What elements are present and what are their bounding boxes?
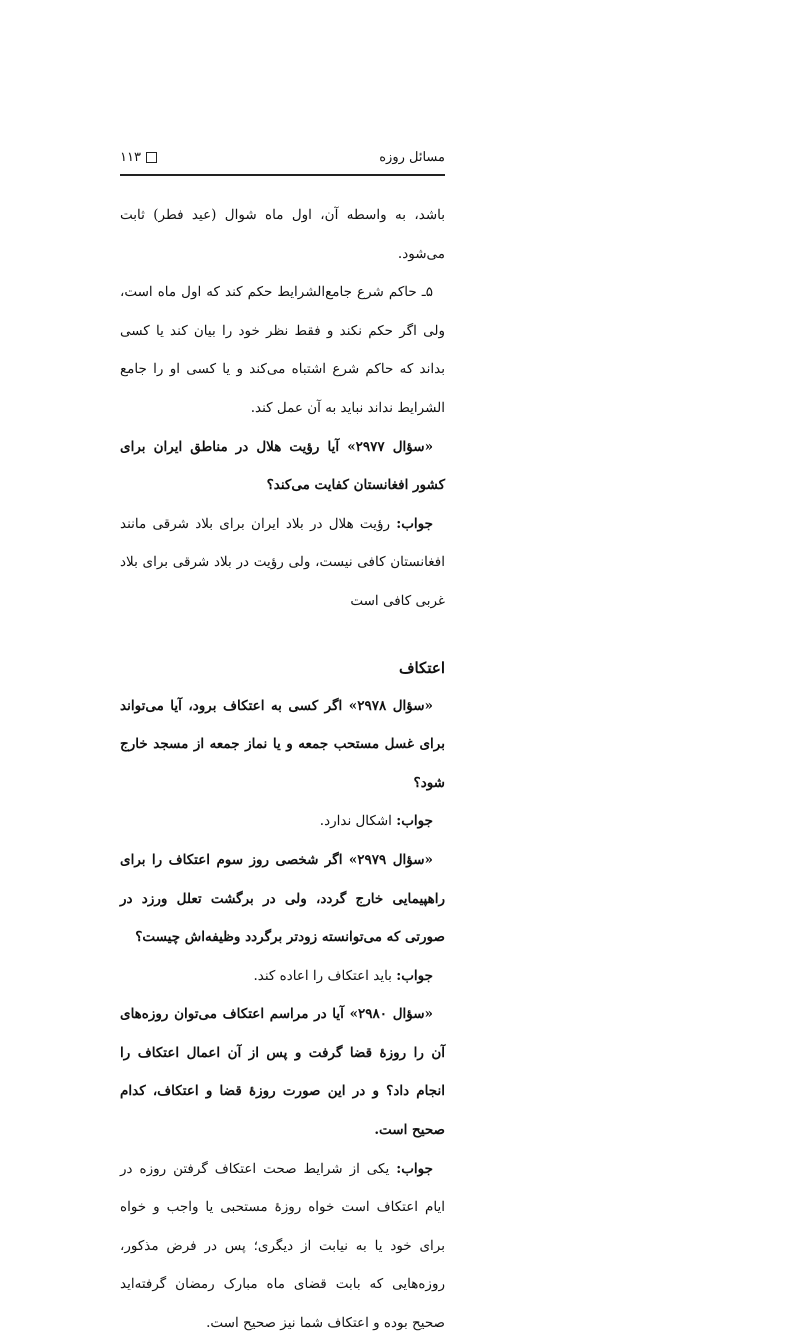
question-2977: «سؤال ۲۹۷۷» آیا رؤیت هلال در مناطق ایران برای کشور افغانستان کفایت می‌کند؟ bbox=[120, 438, 445, 494]
answer-2977 bbox=[120, 505, 445, 621]
answer-label: جواب: bbox=[396, 813, 433, 830]
question-2978: «سؤال ۲۹۷۸» اگر کسی به اعتکاف برود، آیا می‌تواند برای غسل مستحب جمعه و یا نماز جمعه از مسجد خارج شود؟ bbox=[120, 697, 445, 791]
answer-text: رؤیت هلال در بلاد ایران برای بلاد شرقی مانند افغانستان کافی نیست، ولی رؤیت در بلاد شرقی برای بلاد غربی کافی است bbox=[120, 515, 445, 609]
paragraph-condition-5: ۵ـ حاکم شرع جامع‌الشرایط حکم کند که اول ماه است، ولی اگر حکم نکند و فقط نظر خود را بیان کند یا کسی بداند که حاکم شرع اشتباه می‌کند و یا کسی او را جامع الشرایط نداند نباید به آن عمل کند. bbox=[120, 284, 445, 416]
question-2980: «سؤال ۲۹۸۰» آیا در مراسم اعتکاف می‌توان روزه‌های آن را روزهٔ قضا گرفت و پس از آن اعمال اعتکاف را انجام داد؟ و در این صورت روزهٔ قضا و اعتکاف، کدام صحیح است. bbox=[120, 1006, 445, 1139]
question-2979: «سؤال ۲۹۷۹» اگر شخصی روز سوم اعتکاف را برای راهپیمایی خارج گردد، ولی در برگشت تعلل ورزد در صورتی که می‌توانسته زودتر برگردد وظیفه‌اش چیست؟ bbox=[120, 851, 445, 946]
running-title: مسائل روزه bbox=[379, 150, 445, 165]
answer-2980 bbox=[120, 1150, 445, 1343]
answer-label: جواب: bbox=[396, 967, 433, 984]
answer-2979 bbox=[120, 957, 445, 996]
page-body bbox=[120, 196, 445, 1343]
page-number-block bbox=[120, 150, 157, 165]
answer-text: باید اعتکاف را اعاده کند. bbox=[253, 967, 397, 984]
answer-text: یکی از شرایط صحت اعتکاف گرفتن روزه در ایام اعتکاف است خواه روزهٔ مستحبی یا واجب و خواه برای خود یا به نیابت از دیگری؛ پس در فرض مذکور، روزه‌هایی که بابت قضای ماه مبارک رمضان گرفته‌اید صحیح بوده و اعتکاف شما نیز صحیح است. bbox=[120, 1160, 445, 1332]
answer-label: جواب: bbox=[396, 1160, 433, 1177]
square-ornament-icon bbox=[146, 152, 157, 163]
section-heading: اعتکاف bbox=[398, 658, 445, 677]
page-header bbox=[120, 148, 445, 170]
answer-text: اشکال ندارد. bbox=[319, 813, 397, 830]
paragraph-continuation: باشد، به واسطه آن، اول ماه شوال (عید فطر) ثابت می‌شود. bbox=[120, 207, 445, 262]
answer-label: جواب: bbox=[396, 515, 433, 532]
header-divider bbox=[120, 174, 445, 176]
page-number: ۱۱۳ bbox=[120, 150, 141, 165]
answer-2978 bbox=[120, 802, 445, 841]
